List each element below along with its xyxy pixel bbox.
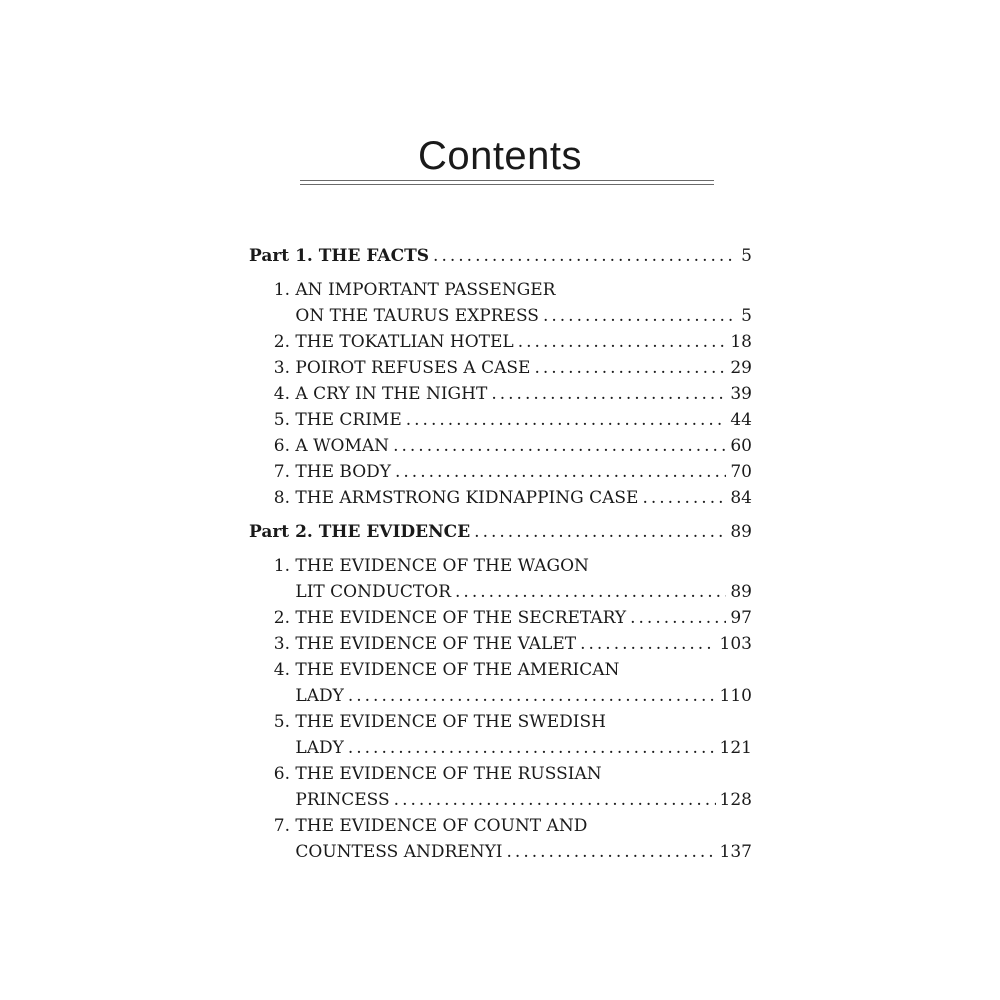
page-title: Contents <box>417 134 583 178</box>
dot-leader <box>534 355 726 381</box>
item-title: THE EVIDENCE OF THE SECRETARY <box>295 608 627 628</box>
item-title-cont: COUNTESS ANDRENYI <box>295 842 503 862</box>
item-number: 7. <box>273 462 290 482</box>
dot-leader <box>474 519 726 545</box>
page-number: 97 <box>730 608 752 628</box>
toc-item[interactable] <box>249 605 752 631</box>
item-title: THE ARMSTRONG KIDNAPPING CASE <box>295 488 639 508</box>
page-number: 103 <box>719 634 752 654</box>
page-number: 5 <box>741 306 752 326</box>
item-title: AN IMPORTANT PASSENGER <box>295 280 556 300</box>
dot-leader <box>630 605 726 631</box>
dot-leader <box>393 433 726 459</box>
toc-item-continuation[interactable] <box>249 839 752 865</box>
dot-leader <box>642 485 726 511</box>
toc-item[interactable] <box>249 761 752 787</box>
toc-item[interactable] <box>249 631 752 657</box>
dot-leader <box>507 839 716 865</box>
dot-leader <box>394 787 716 813</box>
toc-item[interactable] <box>249 459 752 485</box>
item-title: THE TOKATLIAN HOTEL <box>295 332 514 352</box>
page-number: 29 <box>730 358 752 378</box>
dot-leader <box>491 381 726 407</box>
item-number: 5. <box>273 712 290 732</box>
item-title: THE EVIDENCE OF THE RUSSIAN <box>295 764 602 784</box>
item-title: THE EVIDENCE OF THE WAGON <box>295 556 589 576</box>
toc-item[interactable] <box>249 485 752 511</box>
toc-item[interactable] <box>249 657 752 683</box>
toc-part-2[interactable] <box>249 519 752 545</box>
dot-leader <box>348 683 716 709</box>
item-number: 3. <box>273 634 290 654</box>
toc-item[interactable] <box>249 433 752 459</box>
dot-leader <box>455 579 726 605</box>
item-number: 2. <box>273 332 290 352</box>
dot-leader <box>348 735 716 761</box>
item-title-cont: PRINCESS <box>295 790 390 810</box>
item-number: 1. <box>273 280 290 300</box>
toc-item[interactable] <box>249 553 752 579</box>
toc-item[interactable] <box>249 329 752 355</box>
page-number: 137 <box>719 842 752 862</box>
page-number: 44 <box>730 410 752 430</box>
toc-item[interactable] <box>249 813 752 839</box>
item-title-cont: LADY <box>295 686 344 706</box>
page-number: 110 <box>719 686 752 706</box>
item-number: 8. <box>273 488 290 508</box>
item-title: THE EVIDENCE OF THE VALET <box>295 634 577 654</box>
item-title: THE EVIDENCE OF THE SWEDISH <box>295 712 606 732</box>
page-number: 5 <box>741 246 752 266</box>
item-number: 6. <box>273 764 290 784</box>
dot-leader <box>433 243 737 269</box>
item-number: 5. <box>273 410 290 430</box>
item-number: 4. <box>273 384 290 404</box>
page-number: 89 <box>730 522 752 542</box>
toc-item[interactable] <box>249 277 752 303</box>
dot-leader <box>395 459 726 485</box>
toc-item-continuation[interactable] <box>249 683 752 709</box>
item-title-cont: ON THE TAURUS EXPRESS <box>295 306 539 326</box>
item-number: 4. <box>273 660 290 680</box>
toc-item-continuation[interactable] <box>249 303 752 329</box>
item-title: A WOMAN <box>295 436 390 456</box>
dot-leader <box>543 303 737 329</box>
page-number: 18 <box>730 332 752 352</box>
page-number: 89 <box>730 582 752 602</box>
toc-part-1[interactable] <box>249 243 752 269</box>
item-title: POIROT REFUSES A CASE <box>295 358 531 378</box>
part-label: Part 2. THE EVIDENCE <box>249 522 471 542</box>
toc-item[interactable] <box>249 407 752 433</box>
toc-item-continuation[interactable] <box>249 787 752 813</box>
page-number: 39 <box>730 384 752 404</box>
page-number: 128 <box>719 790 752 810</box>
page-number: 121 <box>719 738 752 758</box>
title-divider <box>300 180 714 185</box>
toc-item-continuation[interactable] <box>249 579 752 605</box>
item-title: THE CRIME <box>295 410 402 430</box>
item-number: 1. <box>273 556 290 576</box>
item-title-cont: LIT CONDUCTOR <box>295 582 452 602</box>
toc-item[interactable] <box>249 355 752 381</box>
item-title: THE EVIDENCE OF COUNT AND <box>295 816 588 836</box>
toc-item[interactable] <box>249 709 752 735</box>
page-number: 60 <box>730 436 752 456</box>
part-label: Part 1. THE FACTS <box>249 246 430 266</box>
table-of-contents <box>249 243 752 865</box>
dot-leader <box>406 407 727 433</box>
dot-leader <box>518 329 727 355</box>
item-title: THE BODY <box>295 462 391 482</box>
item-title: A CRY IN THE NIGHT <box>295 384 488 404</box>
item-number: 7. <box>273 816 290 836</box>
item-number: 6. <box>273 436 290 456</box>
dot-leader <box>580 631 715 657</box>
page-number: 70 <box>730 462 752 482</box>
item-title: THE EVIDENCE OF THE AMERICAN <box>295 660 620 680</box>
page-number: 84 <box>730 488 752 508</box>
item-number: 3. <box>273 358 290 378</box>
toc-item[interactable] <box>249 381 752 407</box>
item-title-cont: LADY <box>295 738 344 758</box>
item-number: 2. <box>273 608 290 628</box>
toc-item-continuation[interactable] <box>249 735 752 761</box>
